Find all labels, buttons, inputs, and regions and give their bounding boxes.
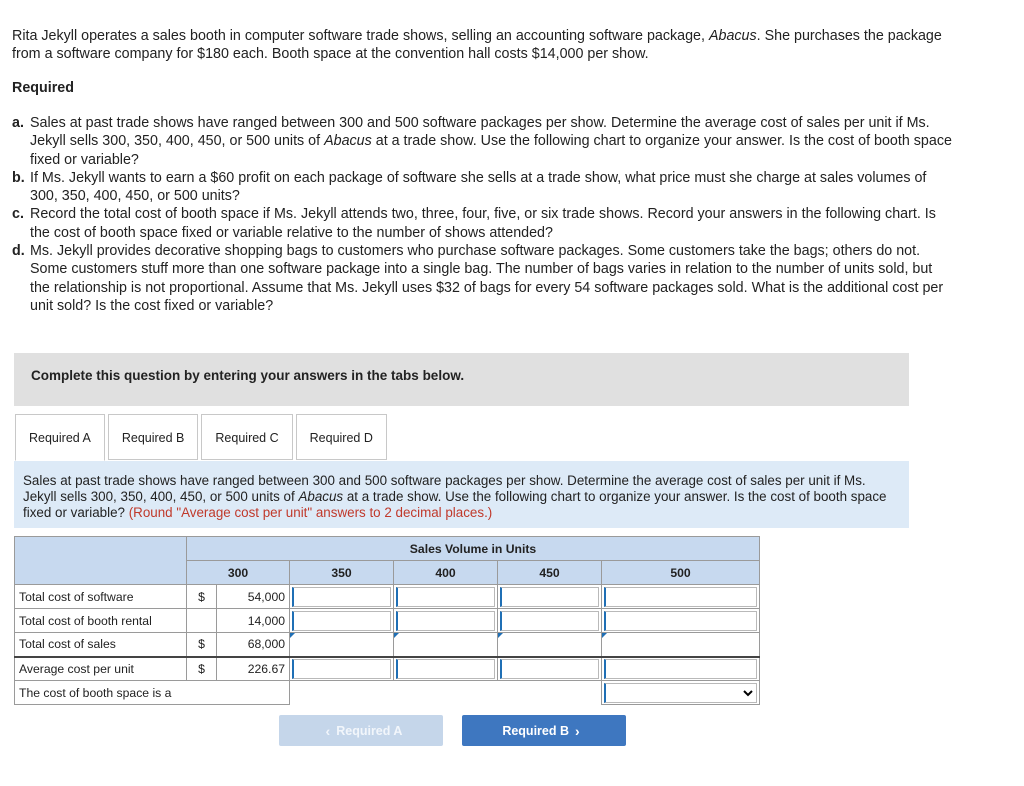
requirement-a: a. Sales at past trade shows have ranged between 300 and 500 software packages per show. Determine the average cost of sales per unit if Ms. Jekyll sells 300, 350, 400, 450, or 500 units of Abacus at a trade show. Use the following chart to organize your answer. Is the cost of booth space fixed or variable? bbox=[12, 115, 952, 168]
software-cost-350-input[interactable] bbox=[292, 587, 391, 607]
dollar-sign: $ bbox=[187, 585, 217, 609]
instructions-banner: Complete this question by entering your answers in the tabs below. bbox=[14, 353, 909, 406]
volume-header-350: 350 bbox=[290, 561, 394, 585]
booth-rental-500-input[interactable] bbox=[604, 611, 757, 631]
volume-header-500: 500 bbox=[602, 561, 760, 585]
table-corner bbox=[15, 537, 187, 585]
software-cost-400-input[interactable] bbox=[396, 587, 495, 607]
problem-intro: Rita Jekyll operates a sales booth in computer software trade shows, selling an accounting software package, Abacus. She purchases the package from a software company for $180 each. Booth space at the convention hall costs $14,000 per show. bbox=[12, 28, 942, 62]
total-cost-300: 68,000 bbox=[217, 633, 290, 657]
chevron-left-icon: ‹ bbox=[325, 722, 331, 739]
booth-rental-350-input[interactable] bbox=[292, 611, 391, 631]
row-label: The cost of booth space is a bbox=[15, 681, 290, 705]
booth-rental-450-input[interactable] bbox=[500, 611, 599, 631]
chevron-right-icon: › bbox=[575, 722, 580, 739]
table-row bbox=[15, 681, 760, 705]
tab-bar bbox=[15, 414, 390, 461]
total-cost-500-cell bbox=[602, 633, 760, 657]
software-cost-300: 54,000 bbox=[217, 585, 290, 609]
total-cost-400-cell bbox=[394, 633, 498, 657]
table-row bbox=[15, 609, 760, 633]
avg-cost-350-input[interactable] bbox=[292, 659, 391, 679]
product-name: Abacus bbox=[298, 489, 344, 504]
total-cost-350-cell bbox=[290, 633, 394, 657]
table-row bbox=[15, 657, 760, 681]
booth-rental-400-input[interactable] bbox=[396, 611, 495, 631]
avg-cost-500-input[interactable] bbox=[604, 659, 757, 679]
tab-required-a[interactable]: Required A bbox=[15, 414, 105, 461]
previous-button[interactable]: ‹ Required A bbox=[279, 715, 443, 746]
avg-cost-300: 226.67 bbox=[217, 657, 290, 681]
next-button[interactable]: Required B › bbox=[462, 715, 626, 746]
software-cost-500-input[interactable] bbox=[604, 587, 757, 607]
required-heading: Required bbox=[12, 80, 74, 96]
table-row bbox=[15, 585, 760, 609]
tab-required-c[interactable]: Required C bbox=[201, 414, 292, 460]
dollar-sign bbox=[187, 609, 217, 633]
requirements-list bbox=[12, 114, 952, 315]
table-row bbox=[15, 633, 760, 657]
avg-cost-450-input[interactable] bbox=[500, 659, 599, 679]
booth-rental-300: 14,000 bbox=[217, 609, 290, 633]
product-name: Abacus bbox=[324, 133, 372, 150]
volume-header-450: 450 bbox=[498, 561, 602, 585]
requirement-b: b. If Ms. Jekyll wants to earn a $60 profit on each package of software she sells at a trade show, what price must she charge at sales volumes of 300, 350, 400, 450, or 500 units? bbox=[12, 169, 927, 205]
avg-cost-400-input[interactable] bbox=[396, 659, 495, 679]
rounding-hint: (Round "Average cost per unit" answers to 2 decimal places.) bbox=[128, 505, 493, 520]
total-cost-450-cell bbox=[498, 633, 602, 657]
tab-required-b[interactable]: Required B bbox=[108, 414, 199, 460]
tab-required-d[interactable]: Required D bbox=[296, 414, 387, 460]
row-label: Total cost of sales bbox=[15, 633, 187, 657]
dollar-sign: $ bbox=[187, 633, 217, 657]
requirement-d: d. Ms. Jekyll provides decorative shopping bags to customers who purchase software packages. Some customers take the bags; others do not. Some customers stuff more than one software package into a single bag. The number of bags varies in relation to the number of units sold, but the relationship is not proportional. Assume that Ms. Jekyll uses $32 of bags for every 54 software packages sold. What is the additional cost per unit sold? Is the cost fixed or variable? bbox=[12, 243, 944, 314]
row-label: Average cost per unit bbox=[15, 657, 187, 681]
product-name: Abacus bbox=[708, 28, 757, 44]
volume-header-300: 300 bbox=[187, 561, 290, 585]
question-panel: Sales at past trade shows have ranged between 300 and 500 software packages per show. Determine the average cost of sales per unit if Ms. Jekyll sells 300, 350, 400, 450, or 500 units of Abacus at a trade show. Use the following chart to organize your answer. Is the cost of booth space fixed or variable? (Round "Average cost per unit" answers to 2 decimal places.) bbox=[14, 461, 909, 528]
row-label: Total cost of booth rental bbox=[15, 609, 187, 633]
row-label: Total cost of software bbox=[15, 585, 187, 609]
volume-header-400: 400 bbox=[394, 561, 498, 585]
sales-volume-header: Sales Volume in Units bbox=[187, 537, 760, 561]
software-cost-450-input[interactable] bbox=[500, 587, 599, 607]
requirement-c: c. Record the total cost of booth space if Ms. Jekyll attends two, three, four, five, or six trade shows. Record your answers in the following chart. Is the cost of booth space fixed or variable relative to the number of shows attended? bbox=[12, 206, 936, 241]
booth-cost-type-select[interactable] bbox=[604, 683, 757, 703]
cost-chart-table bbox=[14, 536, 760, 705]
dollar-sign: $ bbox=[187, 657, 217, 681]
